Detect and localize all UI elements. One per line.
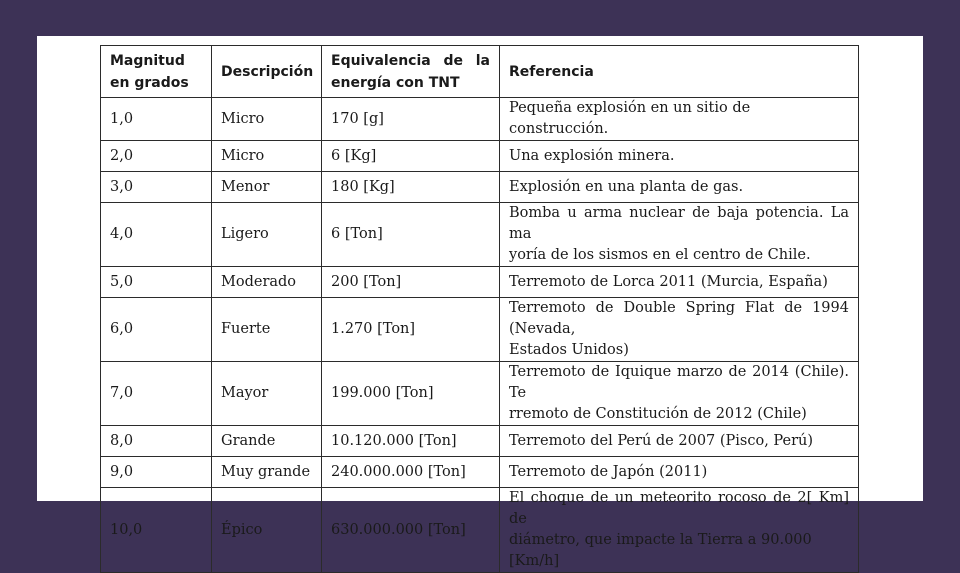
cell-tnt: 180 [Kg]	[322, 172, 500, 203]
cell-reference	[500, 298, 859, 362]
reference-line: Explosión en una planta de gas.	[509, 178, 744, 195]
cell-tnt: 199.000 [Ton]	[322, 362, 500, 426]
cell-reference	[500, 203, 859, 267]
cell-tnt: 6 [Ton]	[322, 203, 500, 267]
cell-magnitude: 7,0	[101, 362, 212, 426]
cell-reference	[500, 457, 859, 488]
cell-description: Mayor	[212, 362, 322, 426]
cell-magnitude: 1,0	[101, 98, 212, 141]
cell-magnitude: 3,0	[101, 172, 212, 203]
table-row	[101, 298, 859, 362]
reference-line: Terremoto del Perú de 2007 (Pisco, Perú)	[509, 432, 814, 449]
reference-line: rremoto de Constitución de 2012 (Chile)	[509, 406, 807, 422]
cell-reference	[500, 267, 859, 298]
header-magnitude	[101, 46, 212, 98]
cell-description: Moderado	[212, 267, 322, 298]
header-magnitude-line1: Magnitud	[110, 52, 185, 69]
cell-tnt: 6 [Kg]	[322, 141, 500, 172]
cell-magnitude: 2,0	[101, 141, 212, 172]
reference-line: Terremoto de Japón (2011)	[509, 463, 708, 480]
table-row	[101, 267, 859, 298]
header-magnitude-line2: en grados	[110, 74, 189, 91]
table-header-row	[101, 46, 859, 98]
cell-description: Muy grande	[212, 457, 322, 488]
cell-description: Fuerte	[212, 298, 322, 362]
cell-magnitude: 9,0	[101, 457, 212, 488]
cell-tnt: 10.120.000 [Ton]	[322, 426, 500, 457]
reference-line: Terremoto de Iquique marzo de 2014 (Chile). Te	[509, 364, 849, 401]
cell-description: Épico	[212, 488, 322, 573]
cell-tnt: 170 [g]	[322, 98, 500, 141]
cell-magnitude: 4,0	[101, 203, 212, 267]
cell-reference	[500, 98, 859, 141]
reference-line: Una explosión minera.	[509, 147, 675, 164]
cell-magnitude: 8,0	[101, 426, 212, 457]
table-row	[101, 457, 859, 488]
cell-tnt: 1.270 [Ton]	[322, 298, 500, 362]
reference-line: yoría de los sismos en el centro de Chile.	[509, 247, 811, 263]
reference-line: diámetro, que impacte la Tierra a 90.000 [Km/h]	[509, 532, 812, 569]
cell-magnitude: 6,0	[101, 298, 212, 362]
header-description: Descripción	[212, 46, 322, 98]
cell-description: Ligero	[212, 203, 322, 267]
cell-magnitude: 10,0	[101, 488, 212, 573]
cell-magnitude: 5,0	[101, 267, 212, 298]
table-row	[101, 172, 859, 203]
table-row	[101, 362, 859, 426]
table-row	[101, 98, 859, 141]
cell-description: Grande	[212, 426, 322, 457]
document-page	[37, 36, 923, 569]
cell-reference	[500, 172, 859, 203]
cell-tnt: 200 [Ton]	[322, 267, 500, 298]
cell-description: Menor	[212, 172, 322, 203]
cell-reference	[500, 426, 859, 457]
magnitude-table	[100, 45, 859, 573]
cell-tnt: 630.000.000 [Ton]	[322, 488, 500, 573]
table-row	[101, 426, 859, 457]
reference-line: Pequeña explosión en un sitio de construcción.	[509, 100, 751, 137]
header-tnt	[322, 46, 500, 98]
reference-line: Terremoto de Double Spring Flat de 1994 (Nevada,	[509, 300, 849, 337]
header-tnt-line1: Equivalencia de la	[331, 52, 490, 69]
header-reference: Referencia	[500, 46, 859, 98]
cell-tnt: 240.000.000 [Ton]	[322, 457, 500, 488]
table-row	[101, 488, 859, 573]
header-tnt-line2: energía con TNT	[331, 74, 460, 91]
table-row	[101, 203, 859, 267]
reference-line: Bomba u arma nuclear de baja potencia. La ma	[509, 205, 849, 242]
reference-line: El choque de un meteorito rocoso de 2[ Km] de	[509, 490, 849, 527]
cell-reference	[500, 488, 859, 573]
cell-reference	[500, 141, 859, 172]
table-row	[101, 141, 859, 172]
cell-reference	[500, 362, 859, 426]
reference-line: Terremoto de Lorca 2011 (Murcia, España)	[509, 273, 828, 290]
cell-description: Micro	[212, 141, 322, 172]
reference-line: Estados Unidos)	[509, 342, 629, 358]
cell-description: Micro	[212, 98, 322, 141]
